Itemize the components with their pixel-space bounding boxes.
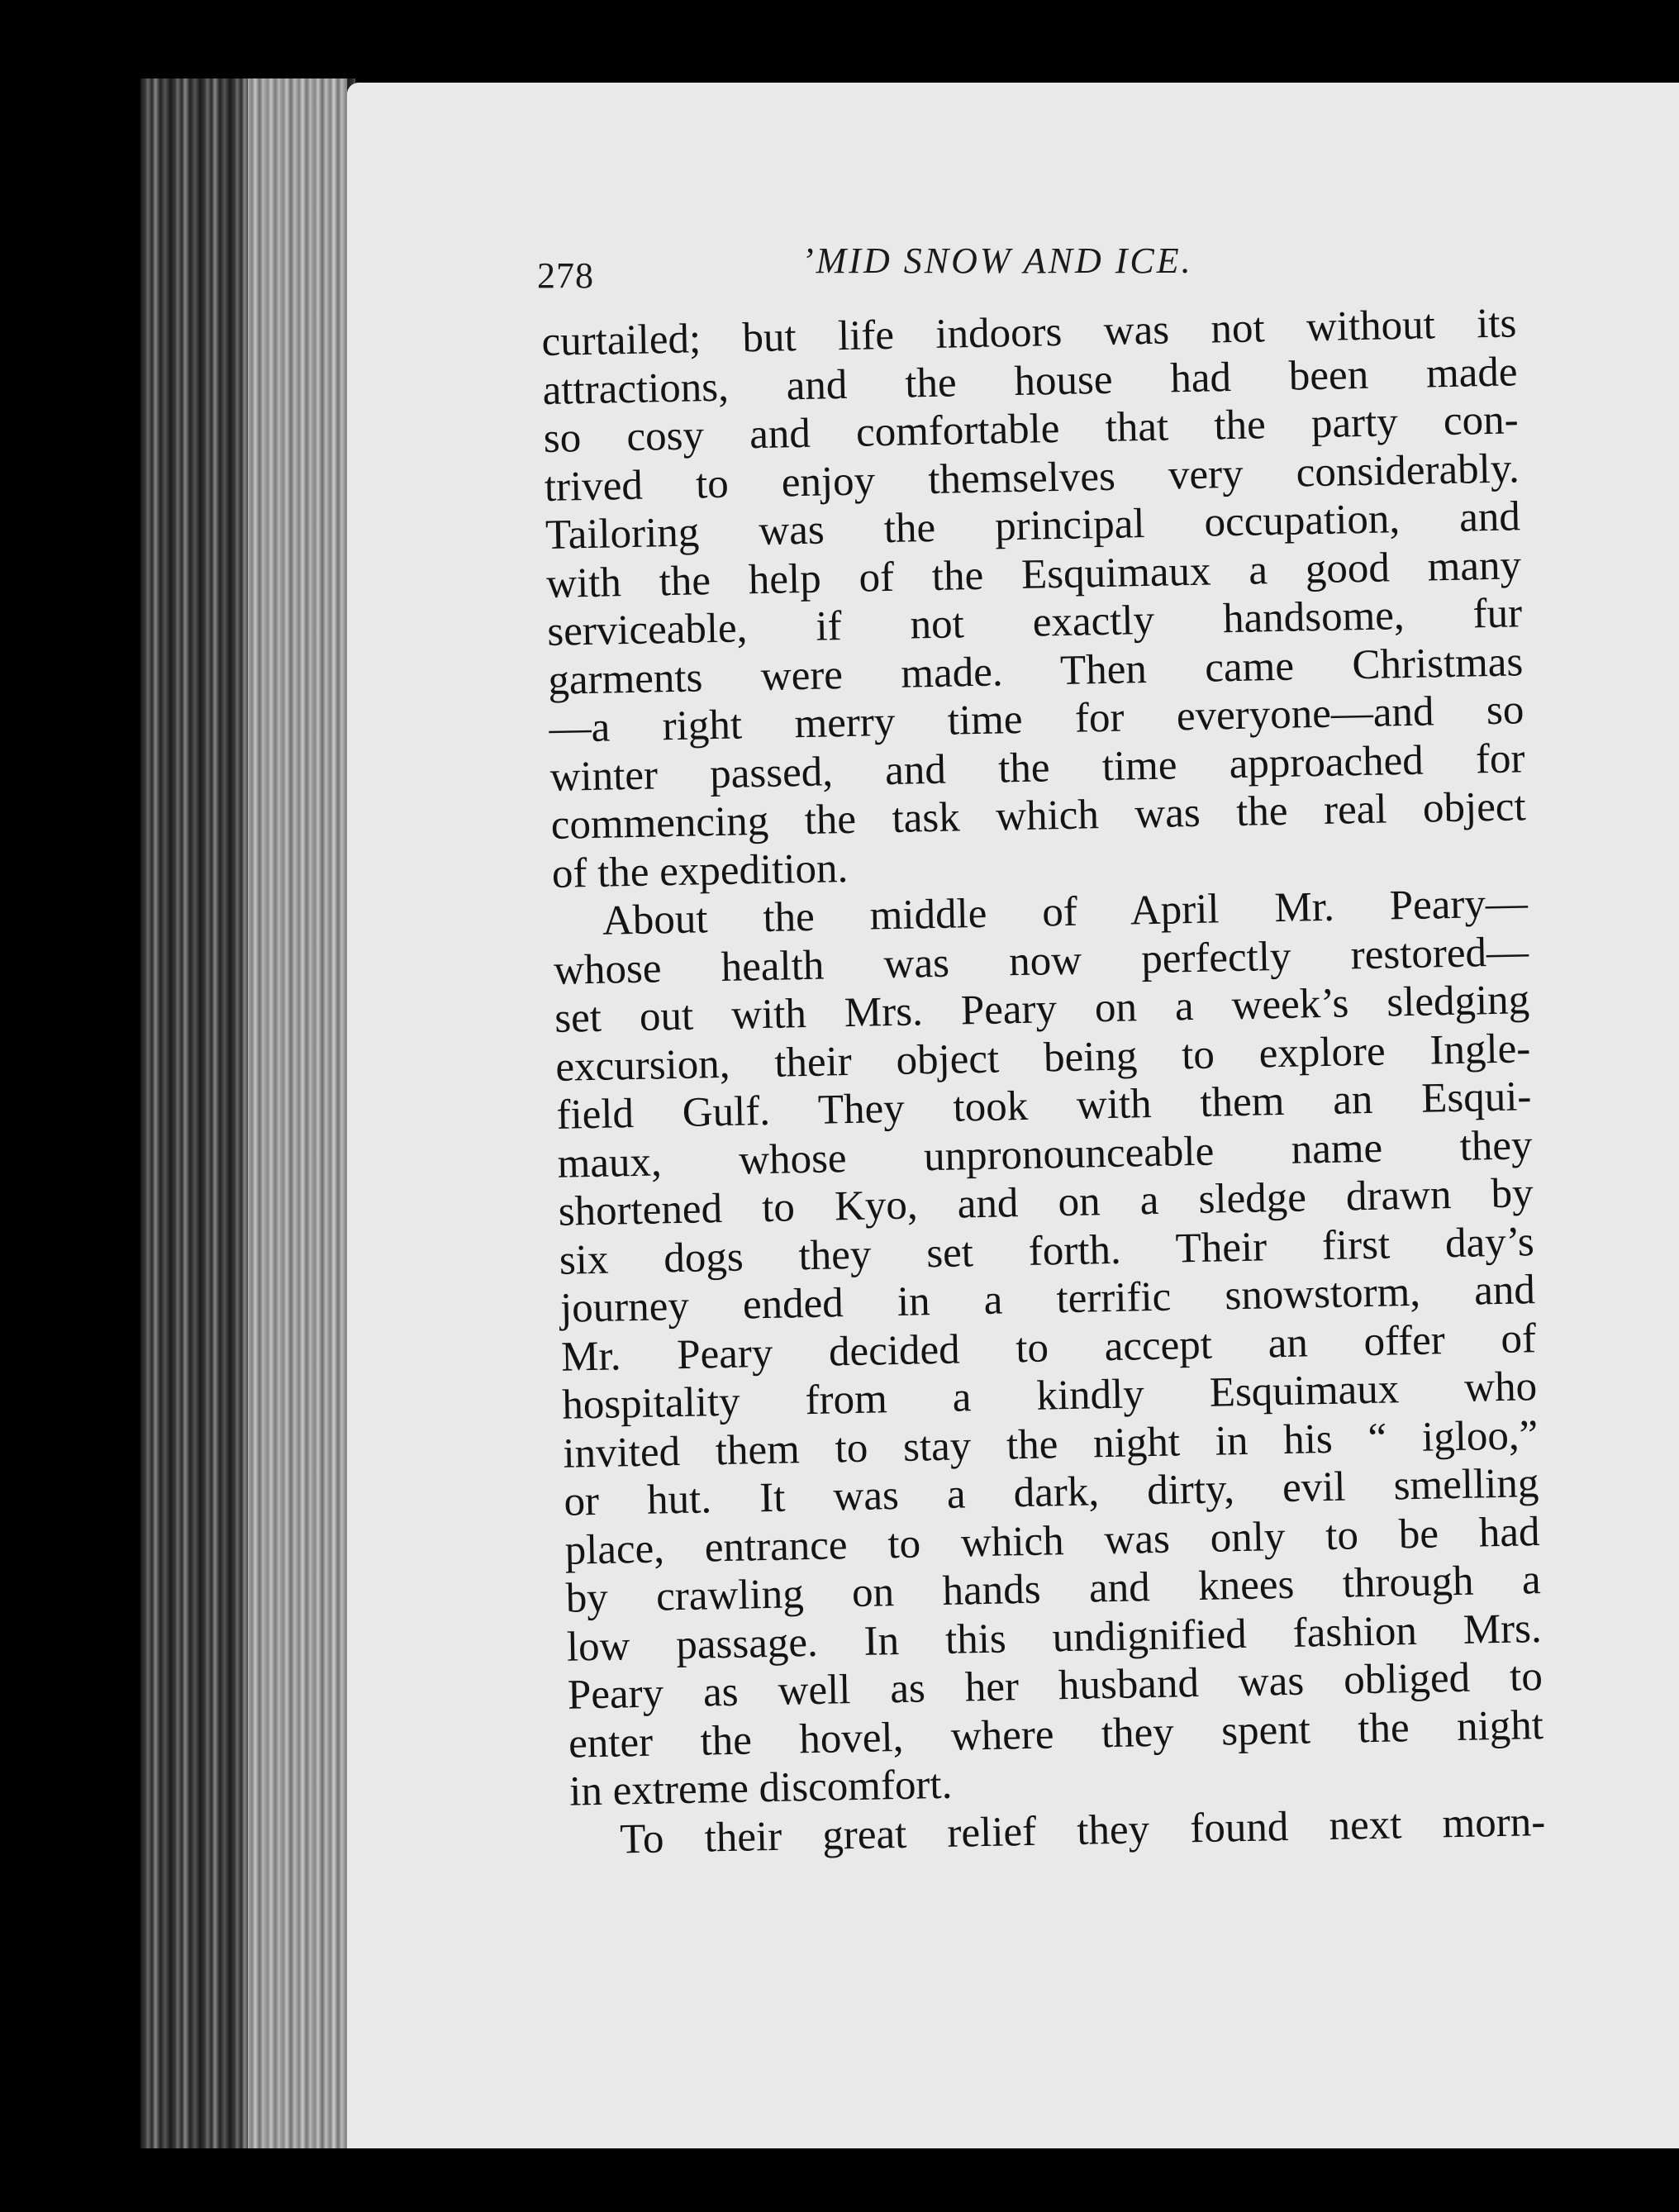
- text-line: hospitality from a kindly Esquimaux who: [561, 1363, 1538, 1429]
- text-line: To their great relief they found next morn-: [619, 1798, 1546, 1863]
- book-page-edges-inner: [248, 78, 347, 2177]
- text-line: Peary as well as her husband was obliged to: [567, 1653, 1543, 1719]
- text-line: garments were made. Then came Christmas: [547, 638, 1524, 704]
- text-line: winter passed, and the time approached for: [549, 735, 1525, 801]
- text-line: curtailed; but life indoors was not without its: [541, 300, 1517, 365]
- text-line: low passage. In this undignified fashion Mrs.: [566, 1605, 1543, 1671]
- scan-border-top: [0, 0, 1679, 83]
- text-line: whose health was now perfectly restored—: [553, 928, 1529, 994]
- text-line: set out with Mrs. Peary on a week’s sledging: [554, 977, 1530, 1042]
- text-line: in extreme discomfort.: [568, 1761, 953, 1815]
- text-line: enter the hovel, where they spent the night: [568, 1701, 1544, 1767]
- text-line: Tailoring was the principal occupation, and: [545, 493, 1521, 559]
- scan-border-bottom: [140, 2148, 1679, 2212]
- text-line: —a right merry time for everyone—and so: [549, 687, 1524, 752]
- text-line: trived to enjoy themselves very considerably.: [544, 445, 1520, 511]
- text-line: About the middle of April Mr. Peary—: [602, 880, 1529, 944]
- text-line: so cosy and comfortable that the party con-: [543, 397, 1520, 462]
- text-line: journey ended in a terrific snowstorm, and: [559, 1267, 1536, 1332]
- text-line: of the expedition.: [551, 844, 849, 897]
- running-title: ’MID SNOW AND ICE.: [801, 240, 1193, 281]
- text-line: serviceable, if not exactly handsome, fur: [546, 590, 1523, 655]
- text-line: six dogs they set forth. Their first day’s: [559, 1218, 1535, 1284]
- text-line: commencing the task which was the real object: [550, 783, 1527, 849]
- text-line: invited them to stay the night in his “ igloo,”: [562, 1411, 1539, 1477]
- text-line: by crawling on hands and knees through a: [565, 1557, 1542, 1622]
- body-text: [541, 299, 1546, 1864]
- text-line: field Gulf. They took with them an Esqui-: [555, 1073, 1532, 1139]
- text-line: attractions, and the house had been made: [542, 348, 1518, 414]
- text-line: shortened to Kyo, and on a sledge drawn by: [558, 1170, 1534, 1235]
- text-line: Mr. Peary decided to accept an offer of: [560, 1315, 1537, 1381]
- text-line: or hut. It was a dark, dirty, evil smelling: [563, 1460, 1539, 1525]
- text-line: with the help of the Esquimaux a good many: [545, 541, 1522, 607]
- text-line: excursion, their object being to explore Ingle-: [554, 1025, 1531, 1091]
- page-number: 278: [537, 255, 594, 296]
- text-line: place, entrance to which was only to be had: [564, 1508, 1540, 1574]
- text-line: maux, whose unpronounceable name they: [557, 1121, 1533, 1187]
- page-header: [537, 240, 1529, 306]
